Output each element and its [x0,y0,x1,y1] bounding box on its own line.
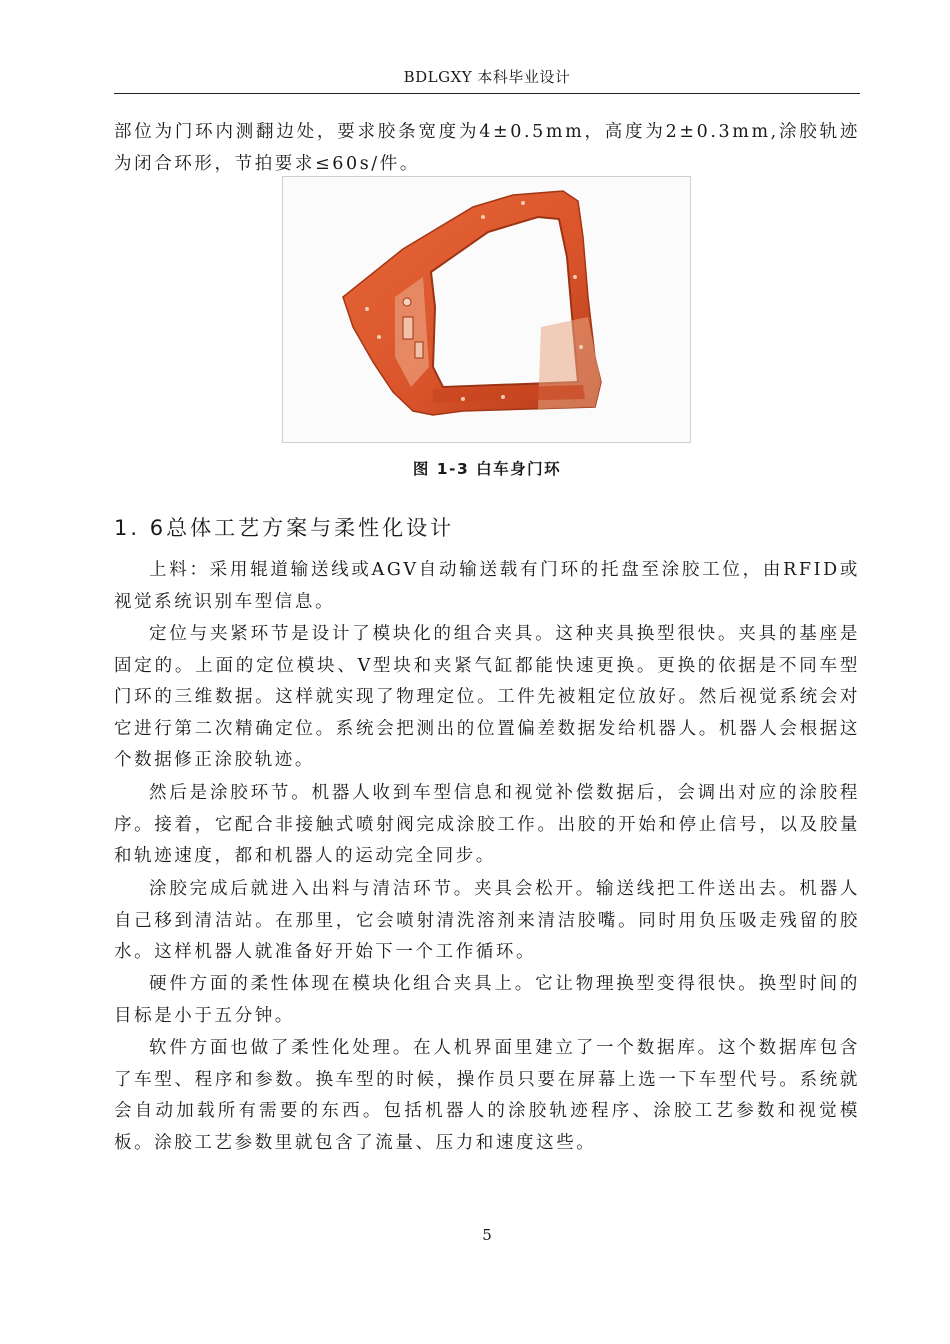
figure-image [282,176,691,443]
paragraph-positioning: 定位与夹紧环节是设计了模块化的组合夹具。这种夹具换型很快。夹具的基座是固定的。上面的定位模块、V型块和夹紧气缸都能快速更换。更换的依据是不同车型门环的三维数据。这样就实现了物理定位。工件先被粗定位放好。然后视觉系统会对它进行第二次精确定位。系统会把测出的位置偏差数据发给机器人。机器人会根据这个数据修正涂胶轨迹。 [114,624,860,770]
figure-caption: 图 1-3 白车身门环 [412,460,562,478]
paragraph-software: 软件方面也做了柔性化处理。在人机界面里建立了一个数据库。这个数据库包含了车型、程序和参数。换车型的时候，操作员只要在屏幕上选一下车型代号。系统就会自动加载所有需要的东西。包括机器人的涂胶轨迹程序、涂胶工艺参数和视觉模板。涂胶工艺参数里就包含了流量、压力和速度这些。 [114,1038,860,1153]
page-number: 5 [482,1226,492,1244]
page-header: BDLGXY 本科毕业设计 [114,66,860,94]
paragraph-gluing: 然后是涂胶环节。机器人收到车型信息和视觉补偿数据后，会调出对应的涂胶程序。接着，它配合非接触式喷射阀完成涂胶工作。出胶的开始和停止信号，以及胶量和轨迹速度，都和机器人的运动完全同步。 [114,783,860,866]
paragraph-loading: 上料：采用辊道输送线或AGV自动输送载有门环的托盘至涂胶工位，由RFID或视觉系统识别车型信息。 [114,560,860,612]
paragraph-hardware: 硬件方面的柔性体现在模块化组合夹具上。它让物理换型变得很快。换型时间的目标是小于五分钟。 [114,974,860,1026]
car-body-door-ring-image [283,177,690,442]
intro-paragraph: 部位为门环内测翻边处，要求胶条宽度为4±0.5mm，高度为2±0.3mm,涂胶轨迹为闭合环形，节拍要求≤60s/件。 [114,122,860,174]
paragraph-cleaning: 涂胶完成后就进入出料与清洁环节。夹具会松开。输送线把工件送出去。机器人自己移到清洁站。在那里，它会喷射清洗溶剂来清洁胶嘴。同时用负压吸走残留的胶水。这样机器人就准备好开始下一个工作循环。 [114,879,860,962]
section-heading: 1. 6总体工艺方案与柔性化设计 [114,516,455,540]
